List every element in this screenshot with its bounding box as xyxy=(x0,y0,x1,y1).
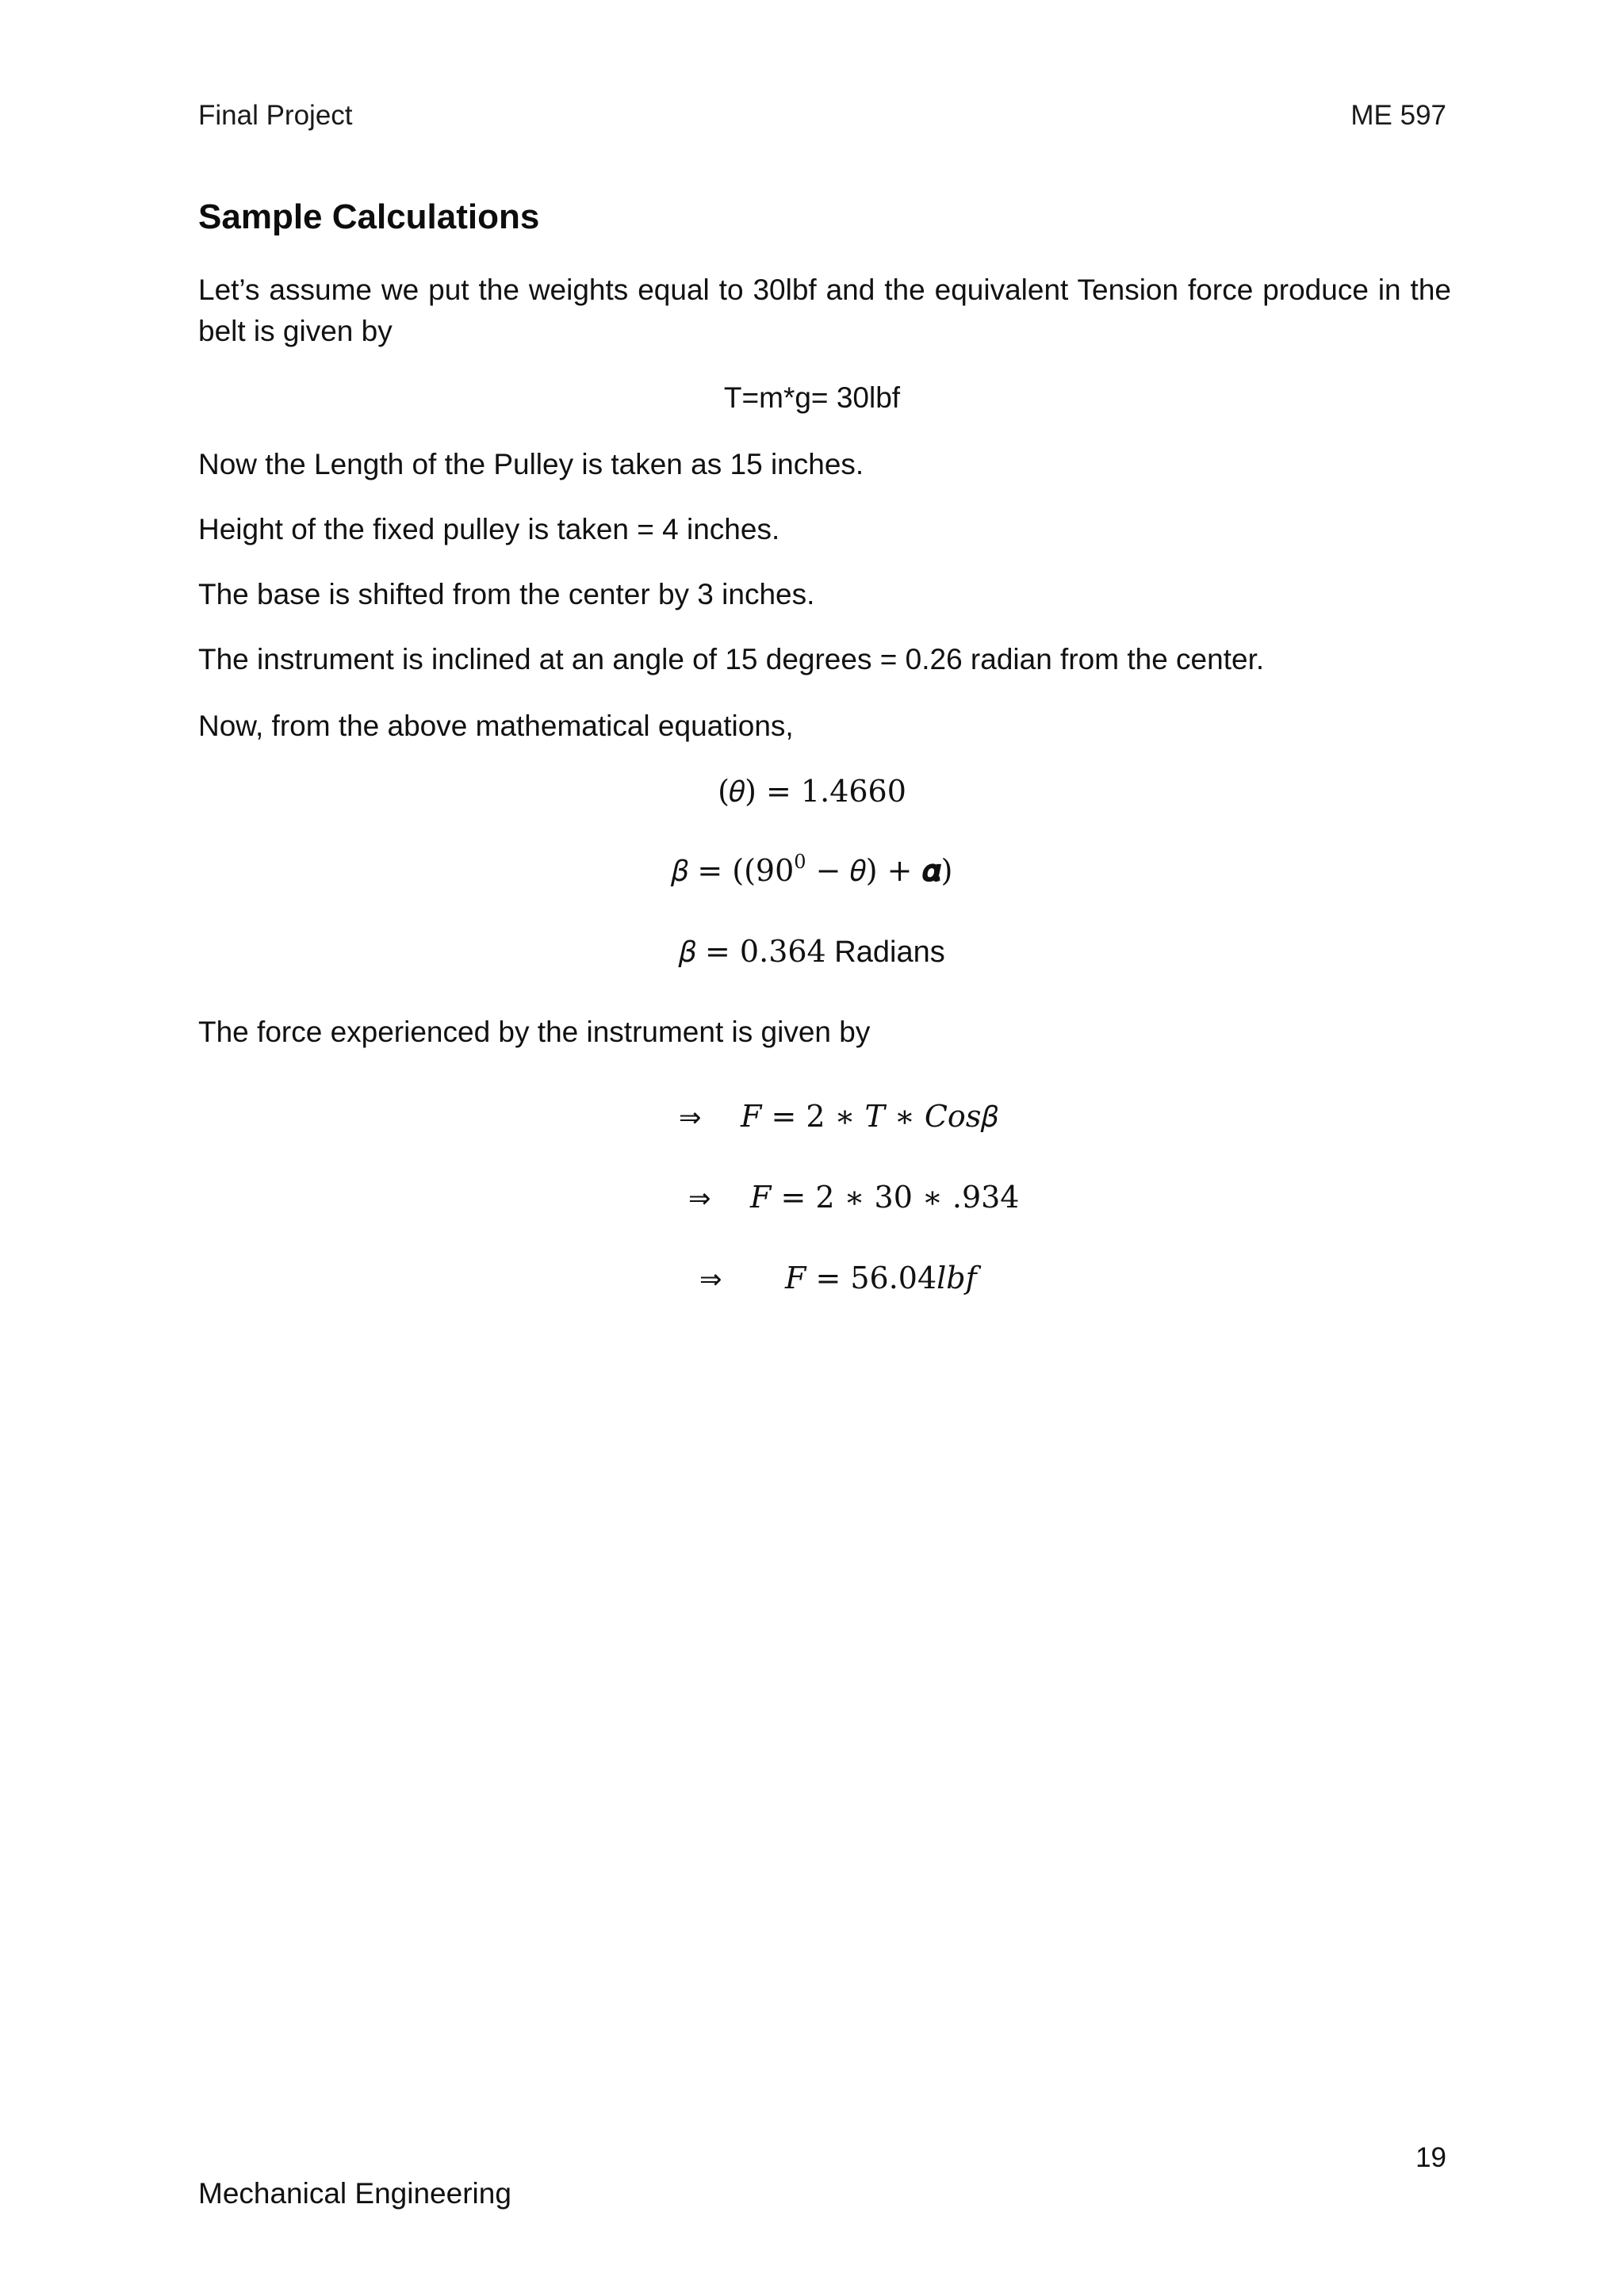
section-title: Sample Calculations xyxy=(198,197,540,236)
beta-unit: Radians xyxy=(825,936,945,969)
beta-value-equation xyxy=(0,929,1624,974)
force-substitution-line xyxy=(688,1175,1019,1221)
force-formula: 𝐹 = 2 ∗ 𝑇 ∗ 𝐶𝑜𝑠𝛽 xyxy=(741,1099,998,1134)
force-result: 𝐹 = 56.04𝑙𝑏𝑓 xyxy=(785,1261,977,1295)
beta-expression xyxy=(0,848,1624,893)
force-result-line xyxy=(699,1256,977,1302)
beta-expression-suffix: ) xyxy=(940,853,953,888)
statement-pulley-height: Height of the fixed pulley is taken = 4 inches. xyxy=(198,513,780,545)
force-intro: The force experienced by the instrument is given by xyxy=(198,1016,871,1048)
theta-equation: (𝜃) = 1.4660 xyxy=(718,774,906,809)
alpha-symbol: 𝜶 xyxy=(921,852,941,888)
beta-expression-superscript: 0 xyxy=(794,851,806,873)
tension-equation: T=m*g= 30lbf xyxy=(723,381,901,414)
statement-pulley-length: Now the Length of the Pulley is taken as 15 inches. xyxy=(198,448,864,480)
beta-expression-prefix: 𝛽 = ((90 xyxy=(671,853,795,888)
statement-base-shift: The base is shifted from the center by 3 inches. xyxy=(198,578,815,610)
implies-arrow-icon: ⇒ xyxy=(699,1264,722,1295)
implies-arrow-icon: ⇒ xyxy=(679,1102,702,1134)
header-course-code: ME 597 xyxy=(1350,100,1446,131)
statement-equations-intro: Now, from the above mathematical equations, xyxy=(198,710,794,742)
force-formula-line xyxy=(679,1094,998,1140)
header-left-title: Final Project xyxy=(198,100,353,131)
beta-expression-middle: − 𝜃) + xyxy=(806,853,922,888)
beta-value: 𝛽 = 0.364 xyxy=(679,934,826,969)
intro-paragraph: Let’s assume we put the weights equal to 30lbf and the equivalent Tension force produce in the belt is given by xyxy=(198,274,1451,347)
implies-arrow-icon: ⇒ xyxy=(688,1183,711,1215)
statement-incline-angle: The instrument is inclined at an angle of 15 degrees = 0.26 radian from the center. xyxy=(198,643,1265,675)
footer-department: Mechanical Engineering xyxy=(198,2177,511,2210)
force-substitution: 𝐹 = 2 ∗ 30 ∗ .934 xyxy=(750,1180,1020,1215)
page-number: 19 xyxy=(1415,2142,1446,2173)
